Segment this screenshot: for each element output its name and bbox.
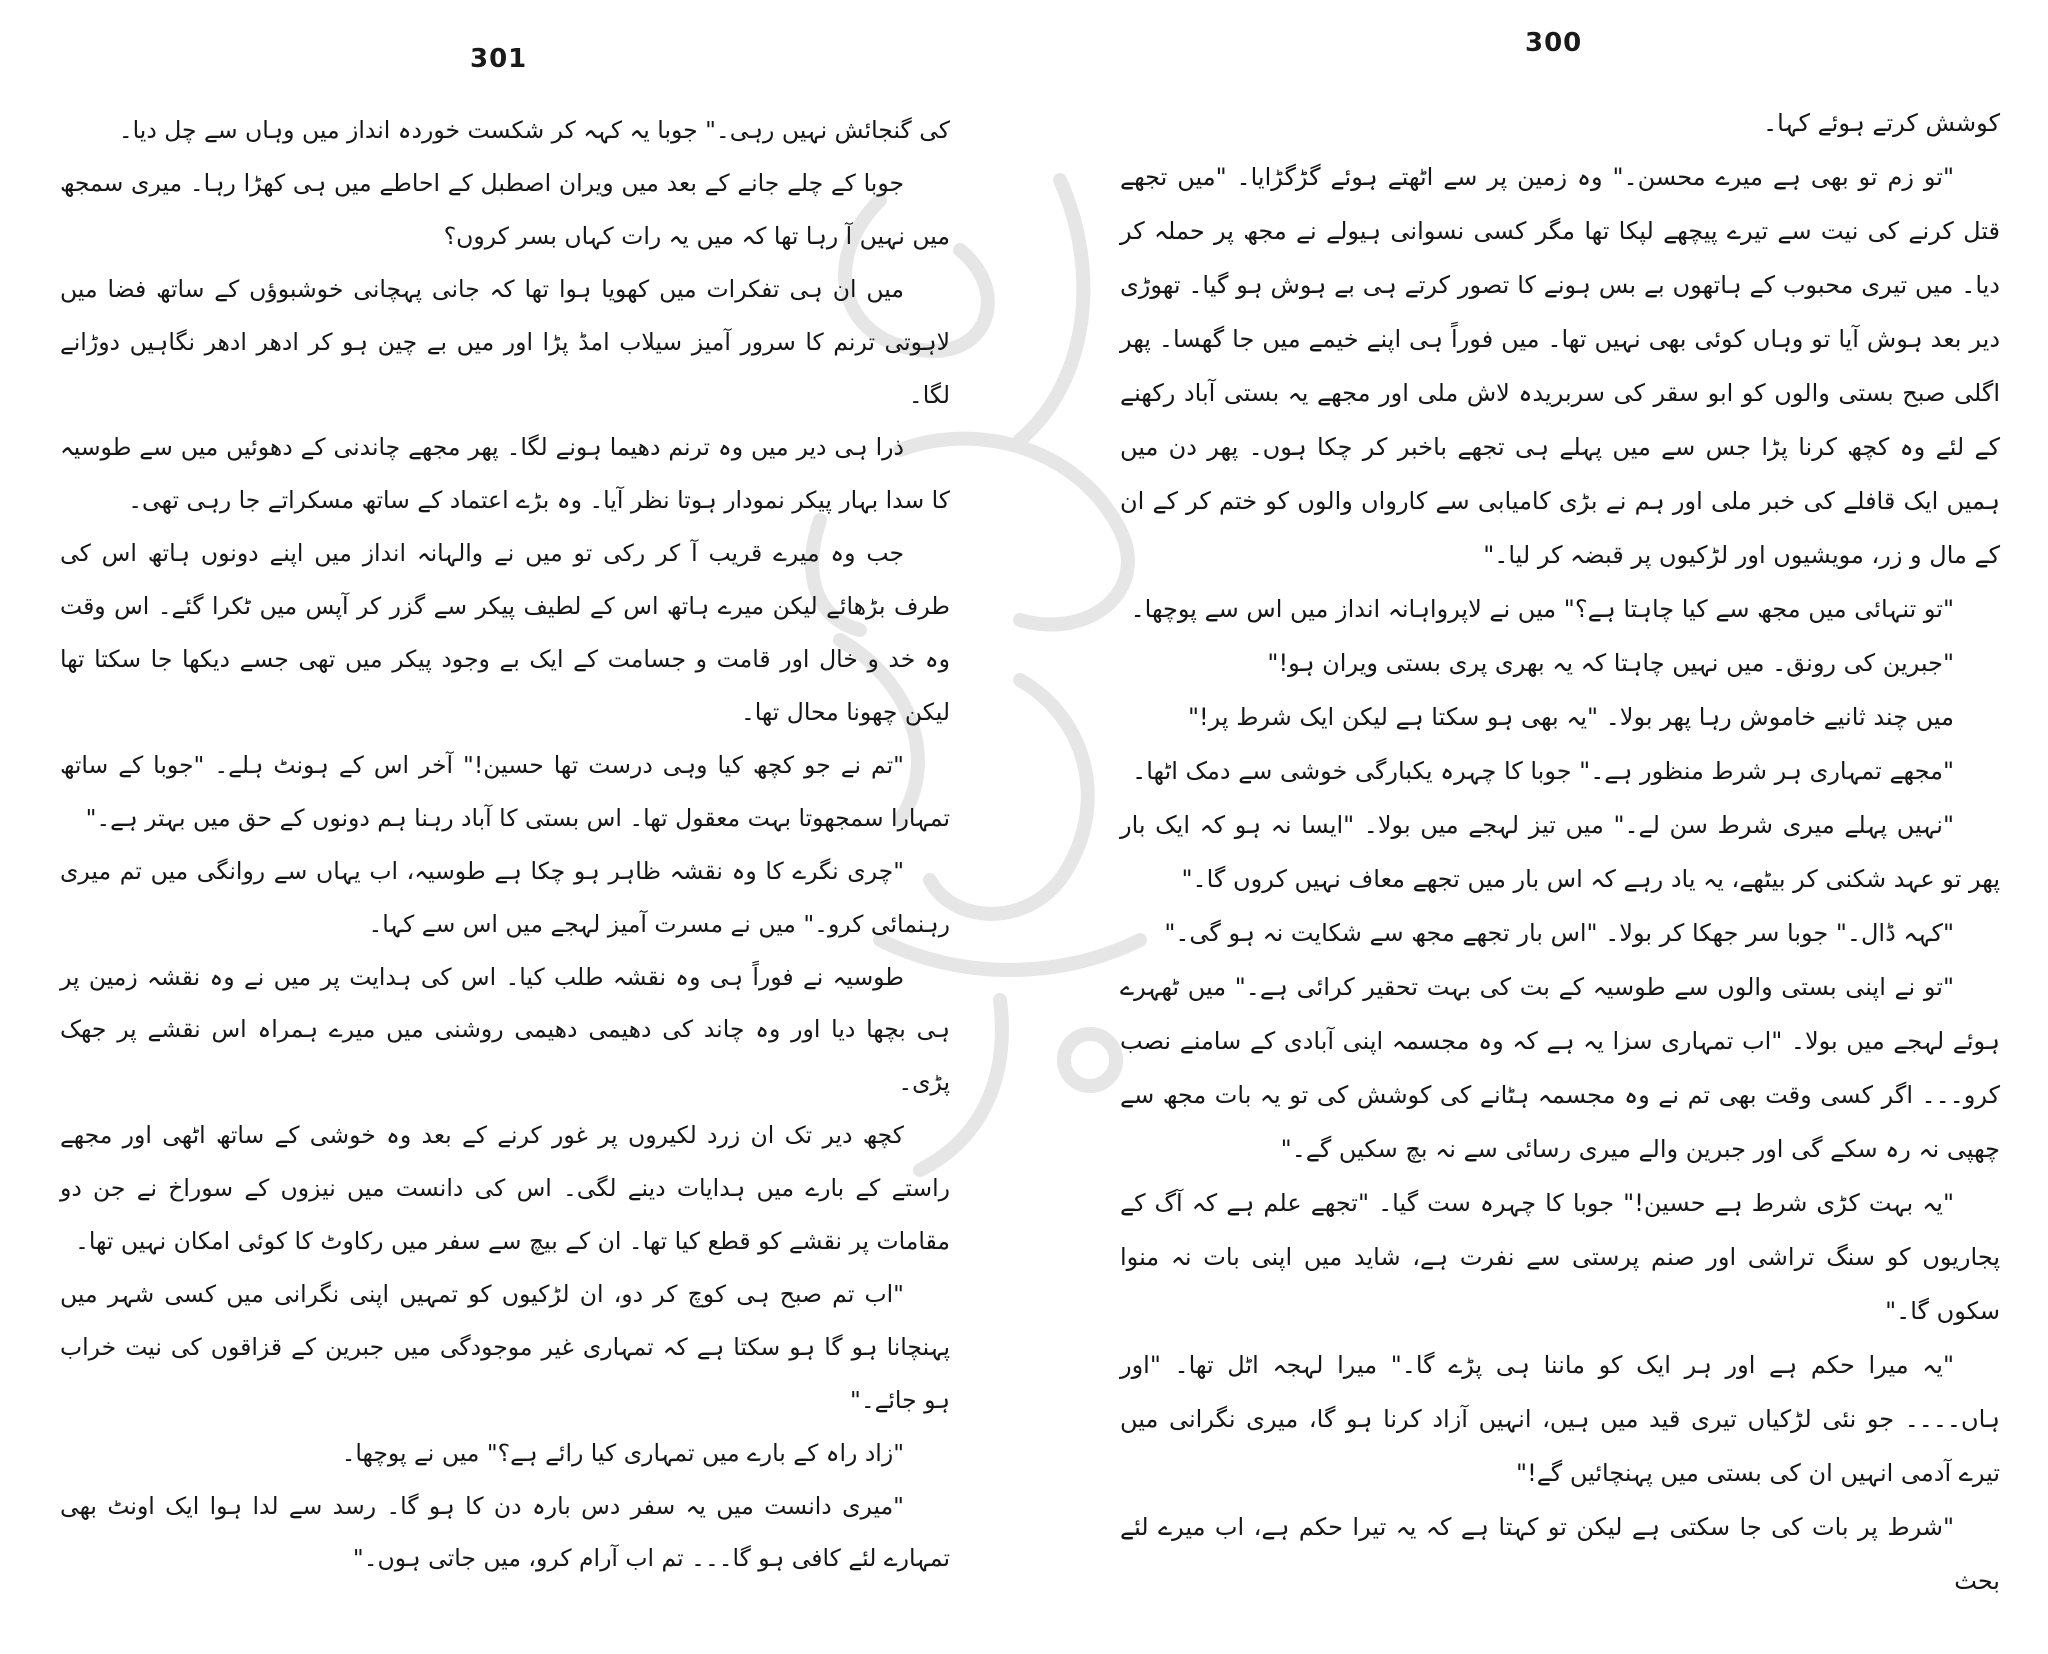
- paragraph: "کہہ ڈال۔" جوبا سر جھکا کر بولا۔ "اس بار تجھے مجھ سے شکایت نہ ہو گی۔": [1164, 919, 1954, 947]
- paragraph: "شرط پر بات کی جا سکتی ہے لیکن تو کہتا ہے کہ یہ تیرا حکم ہے، اب میرے لئے بحث: [1120, 1513, 2000, 1595]
- paragraph: "چری نگرے کا وہ نقشہ ظاہر ہو چکا ہے طوسیہ، اب یہاں سے روانگی میں تم میری رہنمائی کرو۔" میں نے مسرت آمیز لہجے میں اس سے کہا۔: [60, 856, 950, 938]
- paragraph: "تو تنہائی میں مجھ سے کیا چاہتا ہے؟" میں نے لاپرواہانہ انداز میں اس سے پوچھا۔: [1130, 595, 1954, 623]
- paragraph: "یہ بہت کڑی شرط ہے حسین!" جوبا کا چہرہ ست گیا۔ "تجھے علم ہے کہ آگ کے پجاریوں کو سنگ تراشی اور صنم پرستی سے نفرت ہے، شاید میں اپنی بات نہ منوا سکوں گا۔": [1120, 1189, 2000, 1325]
- paragraph: جوبا کے چلے جانے کے بعد میں ویران اصطبل کے احاطے میں ہی کھڑا رہا۔ میری سمجھ میں نہیں آ رہا تھا کہ میں یہ رات کہاں بسر کروں؟: [60, 168, 950, 250]
- paragraph: "تو نے اپنی بستی والوں سے طوسیہ کے بت کی بہت تحقیر کرائی ہے۔" میں ٹھہرے ہوئے لہجے میں بولا۔ "اب تمہاری سزا یہ ہے کہ وہ مجسمہ اپنی آبادی کے سامنے نصب کرو۔۔۔ اگر کسی وقت بھی تم نے وہ مجسمہ ہٹانے کی کوشش کی تو یہ بات مجھ سے چھپی نہ رہ سکے گی اور جبرین والے میری رسائی سے نہ بچ سکیں گے۔": [1120, 973, 2000, 1163]
- paragraph: "تم نے جو کچھ کیا وہی درست تھا حسین!" آخر اس کے ہونٹ ہلے۔ "جوبا کے ساتھ تمہارا سمجھوتا بہت معقول تھا۔ اس بستی کا آباد رہنا ہم دونوں کے حق میں بہتر ہے۔": [60, 750, 950, 832]
- paragraph: "زاد راہ کے بارے میں تمہاری کیا رائے ہے؟" میں نے پوچھا۔: [341, 1438, 904, 1467]
- paragraph: "مجھے تمہاری ہر شرط منظور ہے۔" جوبا کا چہرہ یکبارگی خوشی سے دمک اٹھا۔: [1132, 757, 1954, 785]
- paragraph: "اب تم صبح ہی کوچ کر دو، ان لڑکیوں کو تمہیں اپنی نگرانی میں کسی شہر میں پہنچانا ہو گا ہو سکتا ہے کہ تمہاری غیر موجودگی میں جبرین کے قزاقوں کی نیت خراب ہو جائے۔": [60, 1279, 950, 1414]
- paragraph: کوشش کرتے ہوئے کہا۔: [1763, 109, 2000, 137]
- paragraph: جب وہ میرے قریب آ کر رکی تو میں نے والہانہ انداز میں اپنے دونوں ہاتھ اس کی طرف بڑھائے لیکن میرے ہاتھ اس کے لطیف پیکر سے گزر کر آپس میں ٹکرا گئے۔ اس وقت وہ خد و خال اور قامت و جسامت کے ایک بے وجود پیکر میں تھی جسے دیکھا جا سکتا تھا لیکن چھونا محال تھا۔: [60, 539, 950, 726]
- paragraph: "جبرین کی رونق۔ میں نہیں چاہتا کہ یہ بھری پری بستی ویران ہو!": [1267, 649, 1954, 677]
- paragraph: کی گنجائش نہیں رہی۔" جوبا یہ کہہ کر شکست خوردہ انداز میں وہاں سے چل دیا۔: [118, 116, 950, 144]
- paragraph: "نہیں پہلے میری شرط سن لے۔" میں تیز لہجے میں بولا۔ "ایسا نہ ہو کہ ایک بار پھر تو عہد شکنی کر بیٹھے، یہ یاد رہے کہ اس بار میں تجھے معاف نہیں کروں گا۔": [1120, 811, 2000, 893]
- paragraph: کچھ دیر تک ان زرد لکیروں پر غور کرنے کے بعد وہ خوشی کے ساتھ اٹھی اور مجھے راستے کے بارے میں ہدایات دینے لگی۔ اس کی دانست میں نیزوں کے سوراخ نے جن دو مقامات پر نقشے کو قطع کیا تھا۔ ان کے بیچ سے سفر میں رکاوٹ کا کوئی امکان نہیں تھا۔: [60, 1121, 950, 1256]
- left-page: [40, 0, 970, 1654]
- page-body: [60, 104, 950, 1585]
- right-page: [1090, 0, 2020, 1654]
- page-number: 301: [470, 44, 528, 74]
- paragraph: "یہ میرا حکم ہے اور ہر ایک کو ماننا ہی پڑے گا۔" میرا لہجہ اٹل تھا۔ "اور ہاں۔۔۔۔ جو نئی لڑکیاں تیری قید میں ہیں، انہیں آزاد کرنا ہو گا، میری نگرانی میں تیرے آدمی انہیں ان کی بستی میں پہنچائیں گے!": [1120, 1351, 2000, 1487]
- page-body: [1120, 96, 2000, 1608]
- paragraph: ذرا ہی دیر میں وہ ترنم دھیما ہونے لگا۔ پھر مجھے چاندنی کے دھوئیں میں سے طوسیہ کا سدا بہار پیکر نمودار ہوتا نظر آیا۔ وہ بڑے اعتماد کے ساتھ مسکراتے جا رہی تھی۔: [60, 433, 950, 515]
- page-number: 300: [1525, 28, 1583, 58]
- paragraph: میں ان ہی تفکرات میں کھویا ہوا تھا کہ جانی پہچانی خوشبوؤں کے ساتھ فضا میں لاہوتی ترنم کا سرور آمیز سیلاب امڈ پڑا اور میں بے چین ہو کر ادھر ادھر نگاہیں دوڑانے لگا۔: [60, 274, 950, 409]
- paragraph: "تو زم تو بھی ہے میرے محسن۔" وہ زمین پر سے اٹھتے ہوئے گڑگڑایا۔ "میں تجھے قتل کرنے کی نیت سے تیرے پیچھے لپکا تھا مگر کسی نسوانی ہیولے نے مجھ پر حملہ کر دیا۔ میں تیری محبوب کے ہاتھوں بے بس ہونے کا تصور کرتے ہی بے ہوش ہو گیا۔ تھوڑی دیر بعد ہوش آیا تو وہاں کوئی بھی نہیں تھا۔ میں فوراً ہی اپنے خیمے میں جا گھسا۔ پھر اگلی صبح بستی والوں کو ابو سقر کی سربریدہ لاش ملی اور مجھے یہ بستی آباد رکھنے کے لئے وہ کچھ کرنا پڑا جس سے میں پہلے ہی تجھے باخبر کر چکا ہوں۔ پھر دن میں ہمیں ایک قافلے کی خبر ملی اور ہم نے بڑی کامیابی سے کارواں والوں کو ختم کر کے ان کے مال و زر، مویشیوں اور لڑکیوں پر قبضہ کر لیا۔": [1120, 163, 2000, 569]
- paragraph: "میری دانست میں یہ سفر دس بارہ دن کا ہو گا۔ رسد سے لدا ہوا ایک اونٹ بھی تمہارے لئے کافی ہو گا۔۔۔ تم اب آرام کرو، میں جاتی ہوں۔": [60, 1491, 950, 1573]
- paragraph: میں چند ثانیے خاموش رہا پھر بولا۔ "یہ بھی ہو سکتا ہے لیکن ایک شرط پر!": [1188, 703, 1954, 731]
- paragraph: طوسیہ نے فوراً ہی وہ نقشہ طلب کیا۔ اس کی ہدایت پر میں نے وہ نقشہ زمین پر ہی بچھا دیا اور وہ چاند کی دھیمی دھیمی روشنی میں میرے ہمراہ اس نقشے پر جھک پڑی۔: [60, 962, 950, 1097]
